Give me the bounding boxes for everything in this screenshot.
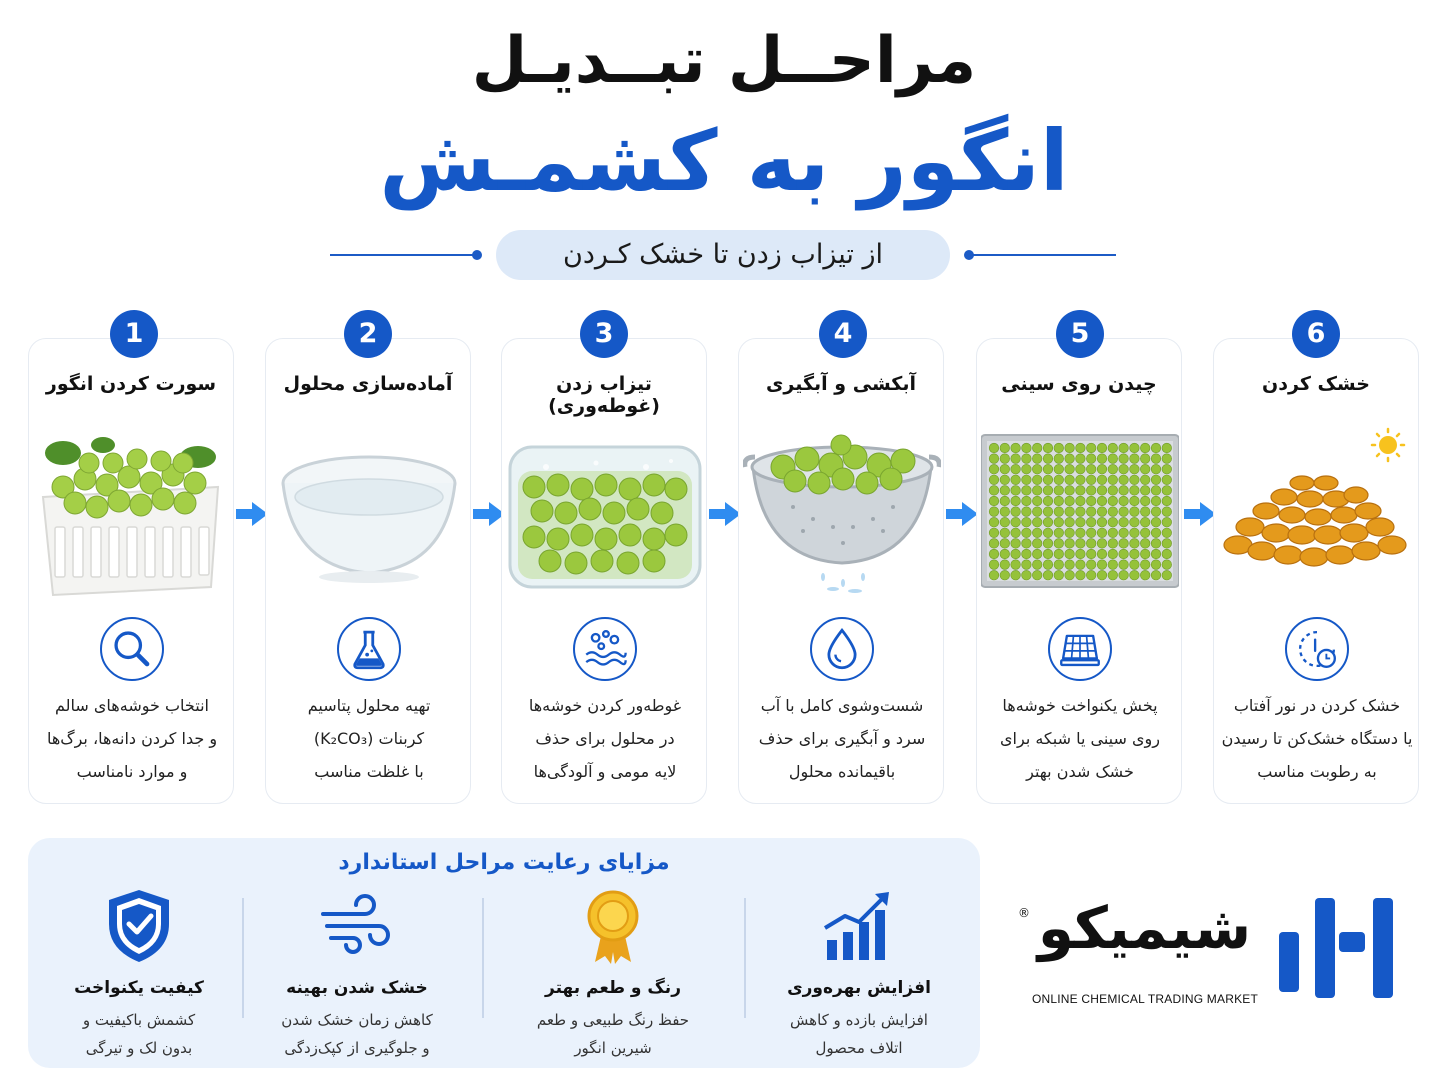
brand-mark-icon	[1275, 892, 1401, 1004]
benefit-name: رنگ و طعم بهتر	[545, 978, 681, 998]
step-card-1	[28, 338, 234, 804]
step-title: آبکشی و آبگیری	[766, 373, 916, 395]
benefit-item-productivity	[744, 882, 974, 1062]
benefit-description: افزایش بازده و کاهش اتلاف محصول	[790, 1011, 928, 1057]
step-card-2	[265, 338, 471, 804]
step-card-6	[1213, 338, 1419, 804]
wind-icon	[317, 886, 397, 966]
grape-crate-image	[33, 427, 231, 597]
step-number-badge-3: 3	[580, 310, 628, 358]
raisins-with-sun-image	[1218, 427, 1416, 597]
title-line2: انگور به کشمـش	[379, 112, 1069, 210]
subtitle: از تیزاب زدن تا خشک کـردن	[496, 230, 950, 280]
step-title: چیدن روی سینی	[1001, 373, 1157, 395]
benefit-item-drying	[242, 882, 472, 1062]
title-line1: مراحــل تبــدیـل	[471, 24, 977, 98]
step-card-3	[501, 338, 707, 804]
grapes-on-tray-image	[981, 427, 1179, 597]
grapes-in-container-image	[506, 427, 704, 597]
step-description: خشک کردن در نور آفتاب یا دستگاه خشک‌کن تا رسیدن به رطوبت مناسب	[1221, 696, 1413, 781]
medal-icon	[573, 886, 653, 966]
benefit-item-quality	[24, 882, 254, 1062]
magnifier-icon	[100, 617, 164, 681]
brand-name: شیمیکو	[1037, 894, 1252, 962]
step-title: سورت کردن انگور	[45, 373, 217, 395]
glass-bowl-image	[270, 427, 468, 597]
sun-clock-icon	[1285, 617, 1349, 681]
step-number-badge-6: 6	[1292, 310, 1340, 358]
brand-tagline: ONLINE CHEMICAL TRADING MARKET	[1031, 992, 1259, 1006]
benefit-description: حفظ رنگ طبیعی و طعم شیرین انگور	[536, 1011, 690, 1057]
benefits-panel	[28, 838, 980, 1068]
benefit-description: کاهش زمان خشک شدن و جلوگیری از کپک‌زدگی	[281, 1011, 433, 1057]
step-title: خشک کردن	[1262, 373, 1370, 395]
tray-grid-icon	[1048, 617, 1112, 681]
subtitle-dot-right	[964, 250, 974, 260]
step-description: غوطه‌ور کردن خوشه‌ها در محلول برای حذف لایه مومی و آلودگی‌ها	[528, 696, 682, 781]
colander-image	[743, 427, 941, 597]
subtitle-line-right	[970, 254, 1116, 256]
benefit-divider	[482, 898, 484, 1018]
benefit-name: خشک شدن بهینه	[286, 978, 428, 998]
step-description: تهیه محلول پتاسیم کربنات (K₂CO₃) با غلظت مناسب	[307, 696, 431, 781]
step-description: انتخاب خوشه‌های سالم و جدا کردن دانه‌ها، برگ‌ها و موارد نامناسب	[46, 696, 218, 781]
steps-row	[28, 310, 1420, 806]
sun-icon	[1372, 429, 1404, 461]
arrow-right-icon	[944, 500, 980, 528]
benefit-description: کشمش باکیفیت و بدون لک و تیرگی	[82, 1011, 196, 1057]
step-number-badge-2: 2	[344, 310, 392, 358]
water-drop-icon	[810, 617, 874, 681]
subtitle-dot-left	[472, 250, 482, 260]
benefits-title: مزایای رعایت مراحل استاندارد	[338, 850, 670, 875]
brand-logo	[1015, 890, 1405, 1020]
step-number-badge-5: 5	[1056, 310, 1104, 358]
step-title: آماده‌سازی محلول	[283, 373, 453, 395]
benefit-item-color-taste	[498, 882, 728, 1062]
step-card-5	[976, 338, 1182, 804]
subtitle-banner	[330, 230, 1116, 280]
shield-check-icon	[99, 886, 179, 966]
step-card-4	[738, 338, 944, 804]
growth-chart-icon	[819, 886, 899, 966]
step-description: شست‌وشوی کامل با آب سرد و آبگیری برای حذف باقیمانده محلول	[758, 696, 926, 781]
registered-mark: ®	[1018, 906, 1030, 920]
benefit-name: کیفیت یکنواخت	[74, 978, 204, 998]
step-number-badge-1: 1	[110, 310, 158, 358]
bubbles-icon	[573, 617, 637, 681]
step-number-badge-4: 4	[819, 310, 867, 358]
subtitle-line-left	[330, 254, 476, 256]
step-title: تیزاب زدن (غوطه‌وری)	[548, 373, 660, 417]
flask-icon	[337, 617, 401, 681]
benefit-name: افزایش بهره‌وری	[787, 978, 931, 998]
step-description: پخش یکنواخت خوشه‌ها روی سینی یا شبکه برای خشک شدن بهتر	[1000, 696, 1160, 781]
benefit-divider	[744, 898, 746, 1018]
